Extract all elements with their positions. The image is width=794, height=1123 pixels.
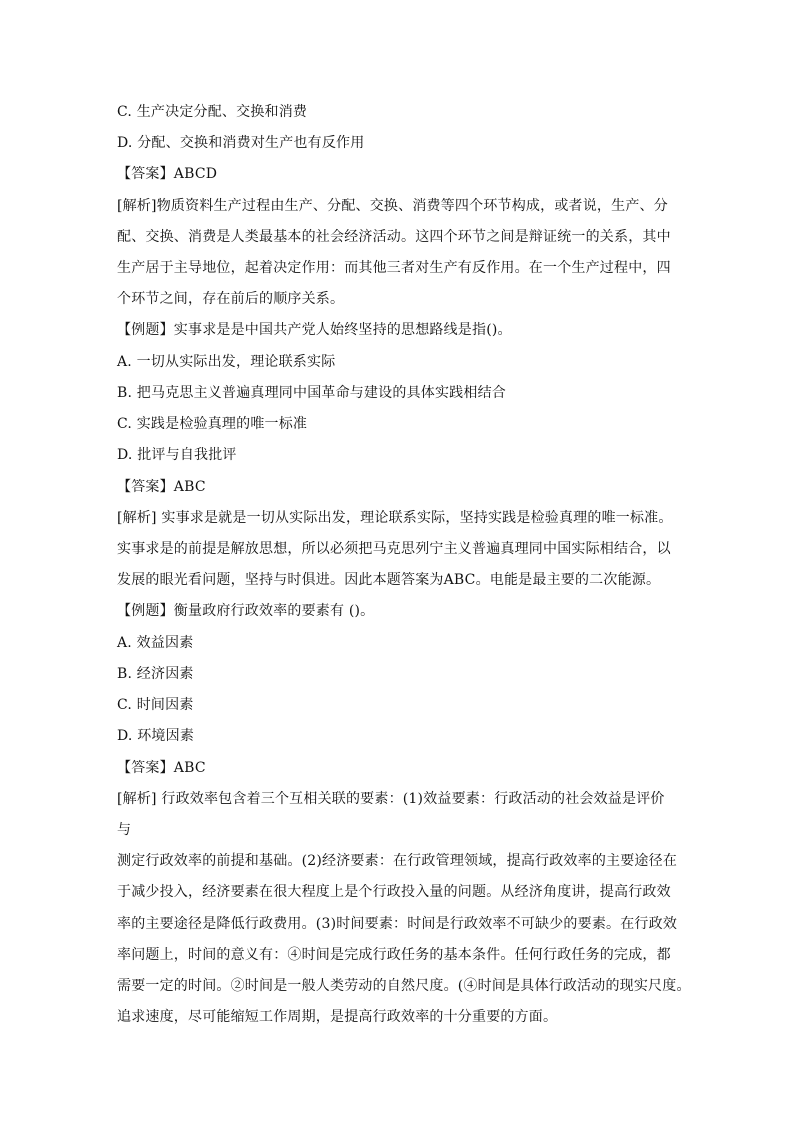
analysis-line: 与 <box>117 822 132 838</box>
analysis-line: 需要一定的时间。②时间是一般人类劳动的自然尺度。(④时间是具体行政活动的现实尺度。 <box>117 978 691 994</box>
analysis-line: 生产居于主导地位，起着决定作用：而其他三者对生产有反作用。在一个生产过程中，四 <box>117 260 671 276</box>
option-line: C. 实践是检验真理的唯一标准 <box>117 416 308 432</box>
analysis-line: 率问题上，时间的意义有：④时间是完成行政任务的基本条件。任何行政任务的完成，都 <box>117 947 671 963</box>
analysis-line: 率的主要途径是降低行政费用。(3)时间要素：时间是行政效率不可缺少的要素。在行政效 <box>117 916 678 932</box>
option-line: D. 批评与自我批评 <box>117 447 237 463</box>
question-line: 【例题】衡量政府行政效率的要素有 ()。 <box>117 603 375 619</box>
option-line: A. 效益因素 <box>117 635 194 651</box>
analysis-line: 个环节之间，存在前后的顺序关系。 <box>117 291 345 307</box>
option-line: B. 把马克思主义普遍真理同中国革命与建设的具体实践相结合 <box>117 385 506 401</box>
analysis-line: [解析] 实事求是就是一切从实际出发，理论联系实际，坚持实践是检验真理的唯一标准。 <box>117 510 673 526</box>
option-line: A. 一切从实际出发，理论联系实际 <box>117 354 336 370</box>
analysis-line: 于减少投入，经济要素在很大程度上是个行政投入量的问题。从经济角度讲，提高行政效 <box>117 884 671 900</box>
analysis-line: 测定行政效率的前提和基础。(2)经济要素：在行政管理领域，提高行政效率的主要途径在 <box>117 853 678 869</box>
analysis-line: [解析] 行政效率包含着三个互相关联的要素：(1)效益要素：行政活动的社会效益是评价 <box>117 791 665 807</box>
analysis-line: 追求速度，尽可能缩短工作周期，是提高行政效率的十分重要的方面。 <box>117 1009 558 1025</box>
option-line: D. 环境因素 <box>117 728 195 744</box>
analysis-line: 发展的眼光看问题，坚持与时俱进。因此本题答案为ABC。电能是最主要的二次能源。 <box>117 572 661 588</box>
answer-line: 【答案】ABCD <box>117 166 218 182</box>
analysis-line: [解析]物质资料生产过程由生产、分配、交换、消费等四个环节构成，或者说，生产、分 <box>117 198 668 214</box>
analysis-line: 实事求是的前提是解放思想，所以必须把马克思列宁主义普遍真理同中国实际相结合，以 <box>117 541 671 557</box>
analysis-line: 配、交换、消费是人类最基本的社会经济活动。这四个环节之间是辩证统一的关系，其中 <box>117 229 671 245</box>
option-line: D. 分配、交换和消费对生产也有反作用 <box>117 135 365 151</box>
answer-line: 【答案】ABC <box>117 479 206 495</box>
answer-line: 【答案】ABC <box>117 760 206 776</box>
question-line: 【例题】实事求是是中国共产党人始终坚持的思想路线是指()。 <box>117 322 512 338</box>
option-line: C. 时间因素 <box>117 697 194 713</box>
option-line: C. 生产决定分配、交换和消费 <box>117 104 308 120</box>
option-line: B. 经济因素 <box>117 666 194 682</box>
